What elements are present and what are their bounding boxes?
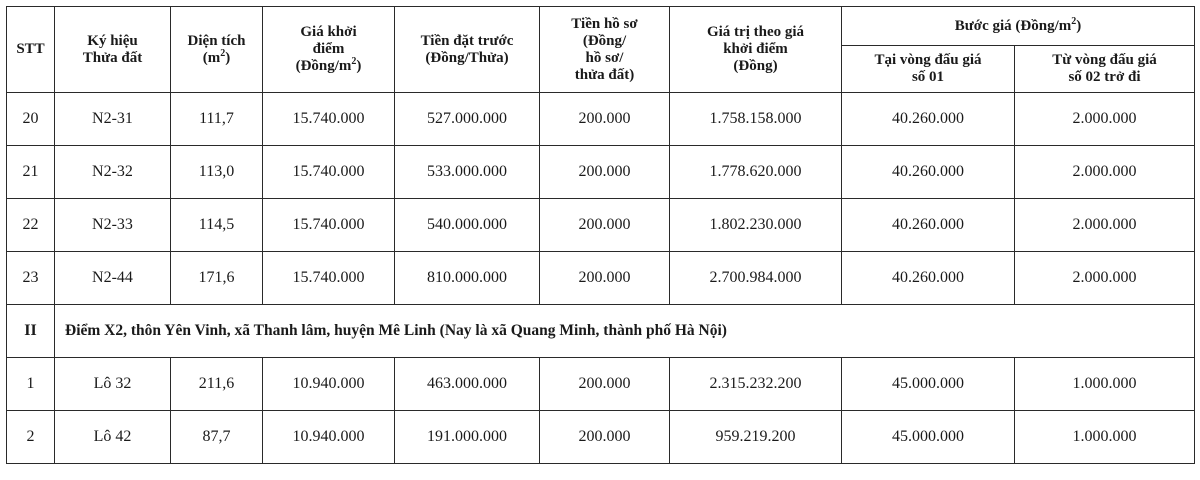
cell-vong2: 1.000.000 xyxy=(1015,358,1195,411)
table-body-group-2 xyxy=(7,358,1195,464)
cell-tien-dat-truoc: 191.000.000 xyxy=(395,411,540,464)
cell-gia-tri: 2.700.984.000 xyxy=(670,252,842,305)
cell-gia-khoi-diem: 10.940.000 xyxy=(263,358,395,411)
cell-vong2: 2.000.000 xyxy=(1015,252,1195,305)
section-stt: II xyxy=(7,305,55,358)
cell-vong1: 40.260.000 xyxy=(842,252,1015,305)
cell-gia-khoi-diem: 15.740.000 xyxy=(263,146,395,199)
cell-gia-tri: 1.802.230.000 xyxy=(670,199,842,252)
cell-tien-ho-so: 200.000 xyxy=(540,358,670,411)
cell-stt: 2 xyxy=(7,411,55,464)
cell-stt: 21 xyxy=(7,146,55,199)
cell-gia-khoi-diem: 15.740.000 xyxy=(263,93,395,146)
cell-gia-khoi-diem: 15.740.000 xyxy=(263,252,395,305)
cell-dien-tich: 171,6 xyxy=(171,252,263,305)
cell-tien-ho-so: 200.000 xyxy=(540,199,670,252)
cell-tien-dat-truoc: 540.000.000 xyxy=(395,199,540,252)
cell-ky-hieu: N2-44 xyxy=(55,252,171,305)
header-vong-2: Từ vòng đấu giá số 02 trở đi xyxy=(1015,46,1195,93)
cell-vong2: 2.000.000 xyxy=(1015,93,1195,146)
cell-stt: 1 xyxy=(7,358,55,411)
cell-tien-dat-truoc: 527.000.000 xyxy=(395,93,540,146)
cell-ky-hieu: Lô 32 xyxy=(55,358,171,411)
table-row xyxy=(7,411,1195,464)
cell-tien-dat-truoc: 533.000.000 xyxy=(395,146,540,199)
cell-tien-dat-truoc: 810.000.000 xyxy=(395,252,540,305)
header-vong-1: Tại vòng đấu giá số 01 xyxy=(842,46,1015,93)
cell-vong1: 40.260.000 xyxy=(842,146,1015,199)
cell-dien-tich: 211,6 xyxy=(171,358,263,411)
cell-ky-hieu: N2-32 xyxy=(55,146,171,199)
cell-vong2: 1.000.000 xyxy=(1015,411,1195,464)
cell-ky-hieu: N2-33 xyxy=(55,199,171,252)
header-gia-tri: Giá trị theo giá khởi điểm (Đồng) xyxy=(670,7,842,93)
cell-ky-hieu: Lô 42 xyxy=(55,411,171,464)
section-label: Điểm X2, thôn Yên Vinh, xã Thanh lâm, huyện Mê Linh (Nay là xã Quang Minh, thành phố Hà Nội) xyxy=(55,305,1195,358)
header-buoc-gia: Bước giá $(Đồng/m^2)$ xyxy=(842,7,1195,46)
cell-tien-ho-so: 200.000 xyxy=(540,146,670,199)
header-tien-ho-so: Tiền hồ sơ (Đồng/ hồ sơ/ thửa đất) xyxy=(540,7,670,93)
table-header xyxy=(7,7,1195,93)
cell-vong1: 40.260.000 xyxy=(842,93,1015,146)
cell-stt: 20 xyxy=(7,93,55,146)
cell-vong1: 45.000.000 xyxy=(842,358,1015,411)
header-dien-tich: Diện tích $(m^2)$ xyxy=(171,7,263,93)
cell-dien-tich: 113,0 xyxy=(171,146,263,199)
cell-vong2: 2.000.000 xyxy=(1015,199,1195,252)
cell-tien-ho-so: 200.000 xyxy=(540,411,670,464)
header-tien-dat-truoc: Tiền đặt trước (Đồng/Thửa) xyxy=(395,7,540,93)
cell-gia-tri: 1.778.620.000 xyxy=(670,146,842,199)
cell-gia-tri: 2.315.232.200 xyxy=(670,358,842,411)
table-row xyxy=(7,93,1195,146)
cell-gia-khoi-diem: 10.940.000 xyxy=(263,411,395,464)
cell-vong1: 45.000.000 xyxy=(842,411,1015,464)
header-stt: STT xyxy=(7,7,55,93)
cell-vong2: 2.000.000 xyxy=(1015,146,1195,199)
cell-dien-tich: 87,7 xyxy=(171,411,263,464)
cell-dien-tich: 111,7 xyxy=(171,93,263,146)
table-row xyxy=(7,358,1195,411)
cell-stt: 23 xyxy=(7,252,55,305)
cell-tien-dat-truoc: 463.000.000 xyxy=(395,358,540,411)
cell-dien-tich: 114,5 xyxy=(171,199,263,252)
cell-tien-ho-so: 200.000 xyxy=(540,252,670,305)
header-gia-khoi-diem: Giá khởi điểm $(Đồng/m^2)$ xyxy=(263,7,395,93)
cell-gia-tri: 959.219.200 xyxy=(670,411,842,464)
table-row xyxy=(7,146,1195,199)
cell-stt: 22 xyxy=(7,199,55,252)
table-body-group-1 xyxy=(7,93,1195,305)
cell-ky-hieu: N2-31 xyxy=(55,93,171,146)
header-ky-hieu: Ký hiệu Thửa đất xyxy=(55,7,171,93)
table-row xyxy=(7,199,1195,252)
section-row xyxy=(7,305,1195,358)
cell-tien-ho-so: 200.000 xyxy=(540,93,670,146)
auction-price-table xyxy=(6,6,1195,464)
cell-vong1: 40.260.000 xyxy=(842,199,1015,252)
cell-gia-tri: 1.758.158.000 xyxy=(670,93,842,146)
cell-gia-khoi-diem: 15.740.000 xyxy=(263,199,395,252)
table-row xyxy=(7,252,1195,305)
table-section xyxy=(7,305,1195,358)
